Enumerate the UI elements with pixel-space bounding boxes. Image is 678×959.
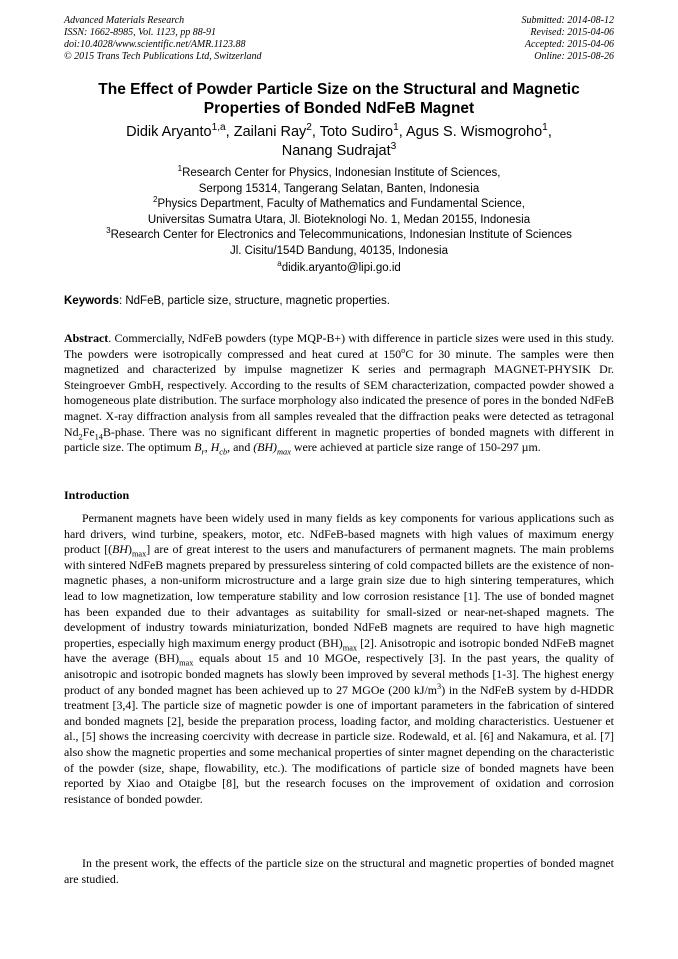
author-name: Toto Sudiro <box>319 124 394 140</box>
affiliation-2: $^2$Physics Department, Faculty of Mathematics and Fundamental Science, <box>152 195 525 210</box>
date-online: Online: 2015-08-26 <box>534 51 614 62</box>
affiliation-1-address: Serpong 15314, Tangerang Selatan, Banten, Indonesia <box>198 182 480 195</box>
author-affiliation-mark: 1 <box>393 122 399 134</box>
date-accepted: Accepted: 2015-04-06 <box>524 39 614 50</box>
email-address: didik.aryanto@lipi.go.id <box>281 262 401 274</box>
introduction-paragraph: Permanent magnets have been widely used in many fields as key components for various applications such as hard drivers, wind turbine, speakers, motor, etc. NdFeB-based magnets with high values of maximum energy product $[(BH)_{max}]$ are of great interest to the users and manufacturers of permanent magnets. The main problems with sintered NdFeB magnets prepared by pressureless sintering of cold compacted billets are the existence of non-magnetic phases, a non-uniform microstructure and a large grain size due to high sintering temperatures, which lead to low magnetization, low temperature stability and low corrosion resistance [1]. The use of bonded magnet has been expanded due to their advantages as suitability for small-sized or near-net-shaped magnets. The development of industry towards miniaturization, bonded NdFeB magnets are required to have high magnetic properties, especially high maximum energy product $(BH)_{max}$ [2]. Anisotropic and isotropic bonded NdFeB magnet have the average $(BH)_{max}$ equals about 15 and 10 MGOe, respectively [3]. In the past years, the quality of anisotropic and isotropic bonded magnets has slowly been improved by several methods [1-3]. The highest energy product of any bonded magnet has been achieved up to 27 MGOe (200 $kJ/m^3$) in the NdFeB system by d-HDDR treatment [3,4]. The particle size of magnetic powder is one of important parameters in the fabrication of sintered and bonded magnets [2], beside the preparation process, loading factor, and molding characteristics. Uestuener et al., [5] shows the increasing coercivity with decrease in particle size. Rodewald, et al. [6] and Nakamura, et al. [7] also show the magnetic properties and some mechanical properties of sinter magnet depending on the characteristic of the powder (size, shape, flowability, etc.). The modifications of particle size of bonded magnets have been reported by Xiao and Otaigbe [8], but the research focuses on the improvement of oxidation and corrosion resistance of bonded powder. <box>64 511 614 806</box>
author-name: Nanang Sudrajat <box>281 143 391 159</box>
author-name: Zailani Ray <box>233 124 307 140</box>
affiliation-3: $^3$Research Center for Electronics and Telecommunications, Indonesian Institute of Sciences <box>106 226 572 241</box>
email-mark: a <box>277 259 282 269</box>
paper-title <box>64 80 614 118</box>
keywords-label: Keywords <box>64 295 119 307</box>
title-line: Properties of Bonded NdFeB Magnet <box>203 100 475 117</box>
author-affiliation-mark: 1,a <box>211 122 226 134</box>
author-name: Didik Aryanto <box>126 124 212 140</box>
corresponding-email <box>64 261 614 276</box>
date-revised: Revised: 2015-04-06 <box>530 27 614 38</box>
date-submitted: Submitted: 2014-08-12 <box>521 15 614 26</box>
author-affiliation-mark: 1 <box>542 122 548 134</box>
introduction-paragraph: In the present work, the effects of the particle size on the structural and magnetic properties of bonded magnet are studied. <box>64 856 614 886</box>
keywords-text: : NdFeB, particle size, structure, magnetic properties. <box>118 295 390 307</box>
journal-copyright: © 2015 Trans Tech Publications Ltd, Switzerland <box>64 51 262 62</box>
author-list: Didik Aryanto$^{1,a}$, Zailani Ray$^2$, Toto Sudiro$^1$, Agus S. Wismogroho$^1$, Nanang Sudrajat$^3$ <box>126 122 552 159</box>
degree-mark: o <box>401 345 406 355</box>
introduction-heading: Introduction <box>64 488 130 502</box>
affiliation-2-address: Universitas Sumatra Utara, Jl. Bioteknologi No. 1, Medan 20155, Indonesia <box>147 213 531 226</box>
abstract: Abstract. Commercially, NdFeB powders (type MQP-B+) with difference in particle sizes were used in this study. The powders were isotropically compressed and heat cured at 150$^o$C for 30 minute. The samples were then magnetized and characterized by impulse magnetizer K series and permagraph MAGNET-PHYSIK Dr. Steingroever GmbH, respectively. According to the results of SEM characterization, compacted powder showed a homogeneous plate distribution. The surface morphology also indicated the presence of pores in the bonded NdFeB magnet. X-ray diffraction analysis from all samples revealed that the diffraction peaks were detected as tetragonal $Nd_2Fe_{14}B$-phase. There was no significant different in magnetic properties of bonded magnets with different in particle size. The optimum $B_r$, $H_{cb}$, and $(BH)_{max}$ were achieved at particle size range of 150-297 µm. <box>64 331 615 457</box>
title-line: The Effect of Powder Particle Size on the Structural and Magnetic <box>98 81 580 98</box>
author-name: Agus S. Wismogroho <box>405 124 543 140</box>
journal-name: Advanced Materials Research <box>64 15 185 26</box>
affiliations <box>40 166 638 259</box>
journal-info <box>64 15 262 63</box>
abstract-label: Abstract <box>64 331 109 345</box>
affiliation-1: $^1$Research Center for Physics, Indonesian Institute of Sciences, <box>177 164 501 179</box>
author-affiliation-mark: 2 <box>306 122 312 134</box>
submission-dates <box>522 15 615 63</box>
author-affiliation-mark: 3 <box>390 141 397 153</box>
journal-issn: ISSN: 1662-8985, Vol. 1123, pp 88-91 <box>64 27 217 38</box>
journal-doi: doi:10.4028/www.scientific.net/AMR.1123.88 <box>64 39 246 50</box>
affiliation-3-address: Jl. Cisitu/154D Bandung, 40135, Indonesia <box>229 244 448 257</box>
keywords <box>64 294 614 309</box>
